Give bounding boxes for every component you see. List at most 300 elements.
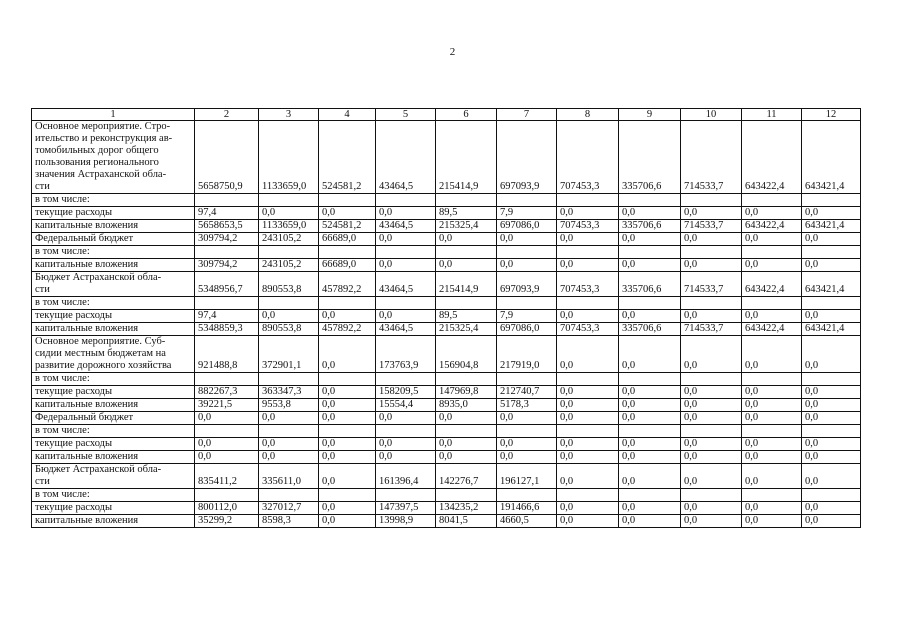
row-label: текущие расходы <box>32 386 195 399</box>
table-cell-value <box>259 246 319 259</box>
table-cell-value: 0,0 <box>376 438 436 451</box>
row-label: Федеральный бюджет <box>32 412 195 425</box>
table-cell-value: 13998,9 <box>376 515 436 528</box>
table-cell-value <box>802 373 861 386</box>
table-cell-value: 0,0 <box>557 464 619 489</box>
table-cell-value: 643422,4 <box>742 323 802 336</box>
table-cell-value: 707453,3 <box>557 272 619 297</box>
table-cell-value <box>436 373 497 386</box>
table-cell-value: 643421,4 <box>802 121 861 194</box>
table-cell-value: 8041,5 <box>436 515 497 528</box>
page-number: 2 <box>449 46 456 58</box>
table-cell-value: 0,0 <box>436 451 497 464</box>
table-cell-value: 147969,8 <box>436 386 497 399</box>
column-number-header: 5 <box>376 109 436 121</box>
table-cell-value: 0,0 <box>195 438 259 451</box>
table-cell-value: 0,0 <box>802 438 861 451</box>
table-cell-value: 0,0 <box>319 438 376 451</box>
row-label: Федеральный бюджет <box>32 233 195 246</box>
table-cell-value <box>195 246 259 259</box>
table-cell-value: 97,4 <box>195 207 259 220</box>
table-cell-value: 243105,2 <box>259 233 319 246</box>
table-cell-value <box>319 194 376 207</box>
table-cell-value <box>619 489 681 502</box>
table-cell-value: 0,0 <box>802 451 861 464</box>
table-cell-value: 9553,8 <box>259 399 319 412</box>
table-row <box>32 310 861 323</box>
table-cell-value: 835411,2 <box>195 464 259 489</box>
table-row <box>32 121 861 194</box>
table-cell-value: 0,0 <box>497 412 557 425</box>
table-cell-value: 524581,2 <box>319 121 376 194</box>
table-cell-value: 43464,5 <box>376 220 436 233</box>
table-cell-value: 0,0 <box>619 502 681 515</box>
table-cell-value <box>259 194 319 207</box>
table-cell-value: 0,0 <box>619 412 681 425</box>
row-label: в том числе: <box>32 246 195 259</box>
table-cell-value: 0,0 <box>376 259 436 272</box>
table-cell-value: 890553,8 <box>259 323 319 336</box>
table-cell-value: 0,0 <box>681 451 742 464</box>
table-cell-value: 643422,4 <box>742 220 802 233</box>
table-cell-value <box>497 246 557 259</box>
table-cell-value <box>376 246 436 259</box>
table-cell-value: 0,0 <box>557 399 619 412</box>
table-cell-value: 191466,6 <box>497 502 557 515</box>
table-cell-value <box>742 194 802 207</box>
table-cell-value <box>681 246 742 259</box>
table-cell-value: 0,0 <box>557 259 619 272</box>
table-cell-value: 335706,6 <box>619 272 681 297</box>
table-cell-value: 0,0 <box>319 336 376 373</box>
table-row <box>32 464 861 489</box>
table-row <box>32 323 861 336</box>
table-cell-value: 0,0 <box>802 233 861 246</box>
table-cell-value: 0,0 <box>681 412 742 425</box>
table-cell-value: 0,0 <box>557 336 619 373</box>
table-cell-value: 215325,4 <box>436 220 497 233</box>
table-cell-value <box>681 425 742 438</box>
table-cell-value: 0,0 <box>742 310 802 323</box>
row-label: в том числе: <box>32 297 195 310</box>
table-cell-value: 0,0 <box>436 438 497 451</box>
table-cell-value: 161396,4 <box>376 464 436 489</box>
table-cell-value: 43464,5 <box>376 272 436 297</box>
table-cell-value <box>681 489 742 502</box>
table-cell-value: 5658750,9 <box>195 121 259 194</box>
table-cell-value: 0,0 <box>376 207 436 220</box>
table-cell-value: 714533,7 <box>681 121 742 194</box>
table-cell-value <box>497 425 557 438</box>
table-cell-value: 0,0 <box>259 207 319 220</box>
table-cell-value <box>557 373 619 386</box>
table-cell-value: 0,0 <box>436 259 497 272</box>
table-cell-value: 0,0 <box>742 451 802 464</box>
table-cell-value: 0,0 <box>557 386 619 399</box>
table-cell-value: 372901,1 <box>259 336 319 373</box>
table-cell-value <box>436 246 497 259</box>
table-cell-value: 882267,3 <box>195 386 259 399</box>
row-label: Основное мероприятие. Стро- ительство и реконструкция ав- томобильных дорог общего пользования регионального значения Астраханской обла- сти <box>32 121 195 194</box>
table-cell-value: 0,0 <box>557 438 619 451</box>
table-cell-value <box>195 489 259 502</box>
row-label: в том числе: <box>32 425 195 438</box>
table-cell-value: 643421,4 <box>802 272 861 297</box>
column-number-header: 12 <box>802 109 861 121</box>
table-cell-value <box>742 373 802 386</box>
table-cell-value <box>195 194 259 207</box>
table-cell-value: 5658653,5 <box>195 220 259 233</box>
column-number-header: 3 <box>259 109 319 121</box>
table-cell-value: 643421,4 <box>802 220 861 233</box>
table-row <box>32 412 861 425</box>
table-cell-value: 0,0 <box>742 464 802 489</box>
table-cell-value: 0,0 <box>557 451 619 464</box>
table-cell-value <box>319 297 376 310</box>
table-cell-value: 800112,0 <box>195 502 259 515</box>
column-number-header: 11 <box>742 109 802 121</box>
table-cell-value: 0,0 <box>376 233 436 246</box>
column-number-header: 9 <box>619 109 681 121</box>
table-cell-value: 0,0 <box>681 310 742 323</box>
table-cell-value: 0,0 <box>319 451 376 464</box>
table-cell-value: 0,0 <box>802 412 861 425</box>
table-cell-value <box>557 425 619 438</box>
table-cell-value: 0,0 <box>742 259 802 272</box>
table-cell-value: 15554,4 <box>376 399 436 412</box>
table-cell-value: 0,0 <box>319 464 376 489</box>
table-cell-value: 0,0 <box>497 259 557 272</box>
table-cell-value <box>376 489 436 502</box>
table-cell-value <box>802 246 861 259</box>
table-cell-value: 5348859,3 <box>195 323 259 336</box>
budget-table-body <box>32 109 861 528</box>
table-cell-value: 0,0 <box>802 310 861 323</box>
table-cell-value: 0,0 <box>681 438 742 451</box>
table-cell-value: 1133659,0 <box>259 220 319 233</box>
table-cell-value: 66689,0 <box>319 233 376 246</box>
table-cell-value: 0,0 <box>497 233 557 246</box>
table-row <box>32 438 861 451</box>
table-cell-value: 457892,2 <box>319 323 376 336</box>
table-cell-value: 0,0 <box>619 464 681 489</box>
table-cell-value: 0,0 <box>681 233 742 246</box>
row-label: в том числе: <box>32 194 195 207</box>
table-cell-value <box>619 425 681 438</box>
table-cell-value <box>195 425 259 438</box>
table-cell-value <box>436 489 497 502</box>
table-cell-value: 7,9 <box>497 207 557 220</box>
table-cell-value: 0,0 <box>259 438 319 451</box>
table-cell-value: 0,0 <box>557 515 619 528</box>
table-cell-value: 1133659,0 <box>259 121 319 194</box>
table-row <box>32 502 861 515</box>
table-cell-value: 524581,2 <box>319 220 376 233</box>
table-cell-value <box>802 194 861 207</box>
table-cell-value <box>319 489 376 502</box>
table-cell-value: 714533,7 <box>681 272 742 297</box>
table-cell-value: 0,0 <box>619 438 681 451</box>
table-row <box>32 515 861 528</box>
table-cell-value <box>259 297 319 310</box>
table-cell-value: 335706,6 <box>619 121 681 194</box>
table-cell-value <box>259 373 319 386</box>
table-cell-value: 243105,2 <box>259 259 319 272</box>
table-cell-value <box>557 489 619 502</box>
table-cell-value <box>436 297 497 310</box>
table-row <box>32 207 861 220</box>
table-cell-value <box>497 489 557 502</box>
table-cell-value <box>802 489 861 502</box>
table-cell-value: 0,0 <box>619 515 681 528</box>
table-cell-value: 0,0 <box>802 502 861 515</box>
table-row <box>32 220 861 233</box>
table-cell-value: 0,0 <box>259 310 319 323</box>
table-cell-value: 0,0 <box>195 412 259 425</box>
table-cell-value: 697093,9 <box>497 272 557 297</box>
table-cell-value <box>259 425 319 438</box>
table-cell-value: 0,0 <box>319 386 376 399</box>
table-cell-value: 0,0 <box>681 336 742 373</box>
table-cell-value: 0,0 <box>557 207 619 220</box>
table-cell-value: 0,0 <box>319 207 376 220</box>
table-cell-value: 0,0 <box>742 207 802 220</box>
table-cell-value: 0,0 <box>802 336 861 373</box>
table-cell-value: 0,0 <box>376 412 436 425</box>
table-cell-value <box>195 297 259 310</box>
table-cell-value: 5178,3 <box>497 399 557 412</box>
table-cell-value: 335706,6 <box>619 323 681 336</box>
table-cell-value: 43464,5 <box>376 121 436 194</box>
row-label: капитальные вложения <box>32 451 195 464</box>
table-cell-value: 327012,7 <box>259 502 319 515</box>
table-cell-value: 0,0 <box>742 438 802 451</box>
table-cell-value <box>319 373 376 386</box>
table-row <box>32 386 861 399</box>
table-cell-value <box>259 489 319 502</box>
table-cell-value: 921488,8 <box>195 336 259 373</box>
table-cell-value <box>681 194 742 207</box>
table-cell-value: 309794,2 <box>195 233 259 246</box>
table-cell-value: 714533,7 <box>681 323 742 336</box>
table-cell-value: 0,0 <box>619 399 681 412</box>
table-cell-value: 697086,0 <box>497 220 557 233</box>
table-cell-value: 0,0 <box>319 412 376 425</box>
table-cell-value: 0,0 <box>742 412 802 425</box>
row-label: Бюджет Астраханской обла- сти <box>32 464 195 489</box>
budget-table <box>31 108 861 528</box>
table-cell-value: 0,0 <box>619 233 681 246</box>
table-cell-value: 707453,3 <box>557 220 619 233</box>
table-cell-value: 0,0 <box>802 207 861 220</box>
table-cell-value <box>195 373 259 386</box>
table-cell-value: 0,0 <box>557 233 619 246</box>
table-cell-value <box>376 297 436 310</box>
table-cell-value: 0,0 <box>802 464 861 489</box>
table-cell-value <box>619 297 681 310</box>
table-row <box>32 297 861 310</box>
table-cell-value <box>742 246 802 259</box>
table-cell-value <box>681 373 742 386</box>
table-cell-value <box>619 373 681 386</box>
table-cell-value <box>436 194 497 207</box>
table-cell-value: 0,0 <box>802 386 861 399</box>
table-cell-value <box>557 194 619 207</box>
table-cell-value: 215325,4 <box>436 323 497 336</box>
row-label: текущие расходы <box>32 207 195 220</box>
table-cell-value: 173763,9 <box>376 336 436 373</box>
table-cell-value: 0,0 <box>681 386 742 399</box>
table-cell-value <box>681 297 742 310</box>
table-cell-value: 0,0 <box>681 464 742 489</box>
table-row <box>32 194 861 207</box>
table-cell-value: 0,0 <box>195 451 259 464</box>
table-cell-value <box>742 297 802 310</box>
table-cell-value <box>497 297 557 310</box>
column-number-header: 8 <box>557 109 619 121</box>
table-cell-value: 643421,4 <box>802 323 861 336</box>
table-row <box>32 399 861 412</box>
table-cell-value: 196127,1 <box>497 464 557 489</box>
table-cell-value <box>742 425 802 438</box>
table-cell-value: 0,0 <box>436 412 497 425</box>
table-cell-value: 643422,4 <box>742 121 802 194</box>
table-cell-value: 5348956,7 <box>195 272 259 297</box>
table-cell-value: 134235,2 <box>436 502 497 515</box>
table-cell-value <box>376 373 436 386</box>
table-row <box>32 373 861 386</box>
table-cell-value: 89,5 <box>436 310 497 323</box>
table-cell-value: 147397,5 <box>376 502 436 515</box>
table-cell-value: 0,0 <box>497 438 557 451</box>
table-cell-value: 0,0 <box>619 451 681 464</box>
row-label: в том числе: <box>32 373 195 386</box>
table-cell-value <box>319 425 376 438</box>
table-cell-value <box>497 194 557 207</box>
table-header-row <box>32 109 861 121</box>
column-number-header: 10 <box>681 109 742 121</box>
table-cell-value: 4660,5 <box>497 515 557 528</box>
row-label: капитальные вложения <box>32 259 195 272</box>
table-cell-value: 309794,2 <box>195 259 259 272</box>
table-cell-value: 142276,7 <box>436 464 497 489</box>
table-cell-value <box>802 297 861 310</box>
table-cell-value: 0,0 <box>681 207 742 220</box>
table-cell-value: 158209,5 <box>376 386 436 399</box>
table-cell-value: 0,0 <box>681 502 742 515</box>
table-cell-value <box>436 425 497 438</box>
table-cell-value: 0,0 <box>681 259 742 272</box>
row-label: капитальные вложения <box>32 323 195 336</box>
table-cell-value: 0,0 <box>742 399 802 412</box>
table-cell-value: 215414,9 <box>436 121 497 194</box>
table-cell-value: 0,0 <box>681 515 742 528</box>
table-cell-value <box>376 194 436 207</box>
table-cell-value: 0,0 <box>619 310 681 323</box>
column-number-header: 6 <box>436 109 497 121</box>
table-cell-value <box>557 297 619 310</box>
table-cell-value: 890553,8 <box>259 272 319 297</box>
row-label: текущие расходы <box>32 438 195 451</box>
table-cell-value: 0,0 <box>742 386 802 399</box>
column-number-header: 7 <box>497 109 557 121</box>
row-label: Основное мероприятие. Суб- сидии местным бюджетам на развитие дорожного хозяйства <box>32 336 195 373</box>
table-cell-value: 0,0 <box>557 412 619 425</box>
table-cell-value: 217919,0 <box>497 336 557 373</box>
table-cell-value <box>319 246 376 259</box>
column-number-header: 1 <box>32 109 195 121</box>
table-cell-value: 643422,4 <box>742 272 802 297</box>
table-cell-value: 0,0 <box>259 412 319 425</box>
table-cell-value: 0,0 <box>742 515 802 528</box>
table-cell-value: 0,0 <box>681 399 742 412</box>
table-cell-value: 0,0 <box>742 336 802 373</box>
table-row <box>32 489 861 502</box>
row-label: текущие расходы <box>32 502 195 515</box>
table-row <box>32 246 861 259</box>
table-cell-value <box>497 373 557 386</box>
table-cell-value: 0,0 <box>259 451 319 464</box>
table-cell-value: 89,5 <box>436 207 497 220</box>
table-cell-value: 0,0 <box>802 259 861 272</box>
table-cell-value: 335611,0 <box>259 464 319 489</box>
table-cell-value <box>376 425 436 438</box>
table-cell-value: 43464,5 <box>376 323 436 336</box>
table-cell-value <box>619 246 681 259</box>
table-cell-value: 0,0 <box>319 515 376 528</box>
table-cell-value: 156904,8 <box>436 336 497 373</box>
table-cell-value <box>802 425 861 438</box>
table-cell-value: 0,0 <box>802 515 861 528</box>
table-cell-value: 0,0 <box>319 310 376 323</box>
row-label: Бюджет Астраханской обла- сти <box>32 272 195 297</box>
table-row <box>32 259 861 272</box>
table-cell-value: 0,0 <box>557 310 619 323</box>
table-cell-value: 707453,3 <box>557 121 619 194</box>
table-cell-value: 0,0 <box>497 451 557 464</box>
table-cell-value: 707453,3 <box>557 323 619 336</box>
table-cell-value: 335706,6 <box>619 220 681 233</box>
table-cell-value: 7,9 <box>497 310 557 323</box>
table-cell-value: 97,4 <box>195 310 259 323</box>
table-cell-value: 0,0 <box>619 336 681 373</box>
table-row <box>32 233 861 246</box>
table-cell-value: 66689,0 <box>319 259 376 272</box>
table-cell-value: 697086,0 <box>497 323 557 336</box>
table-cell-value: 0,0 <box>436 233 497 246</box>
table-cell-value: 0,0 <box>742 233 802 246</box>
table-cell-value: 215414,9 <box>436 272 497 297</box>
table-cell-value: 0,0 <box>619 207 681 220</box>
table-cell-value: 0,0 <box>619 386 681 399</box>
table-cell-value: 0,0 <box>319 502 376 515</box>
table-cell-value: 0,0 <box>319 399 376 412</box>
row-label: в том числе: <box>32 489 195 502</box>
table-cell-value: 0,0 <box>376 451 436 464</box>
table-row <box>32 425 861 438</box>
table-row <box>32 336 861 373</box>
table-cell-value <box>557 246 619 259</box>
table-cell-value: 697093,9 <box>497 121 557 194</box>
table-cell-value: 0,0 <box>802 399 861 412</box>
table-cell-value: 714533,7 <box>681 220 742 233</box>
table-cell-value: 212740,7 <box>497 386 557 399</box>
table-cell-value: 0,0 <box>557 502 619 515</box>
table-row <box>32 451 861 464</box>
table-cell-value: 0,0 <box>619 259 681 272</box>
table-cell-value: 35299,2 <box>195 515 259 528</box>
table-cell-value <box>619 194 681 207</box>
